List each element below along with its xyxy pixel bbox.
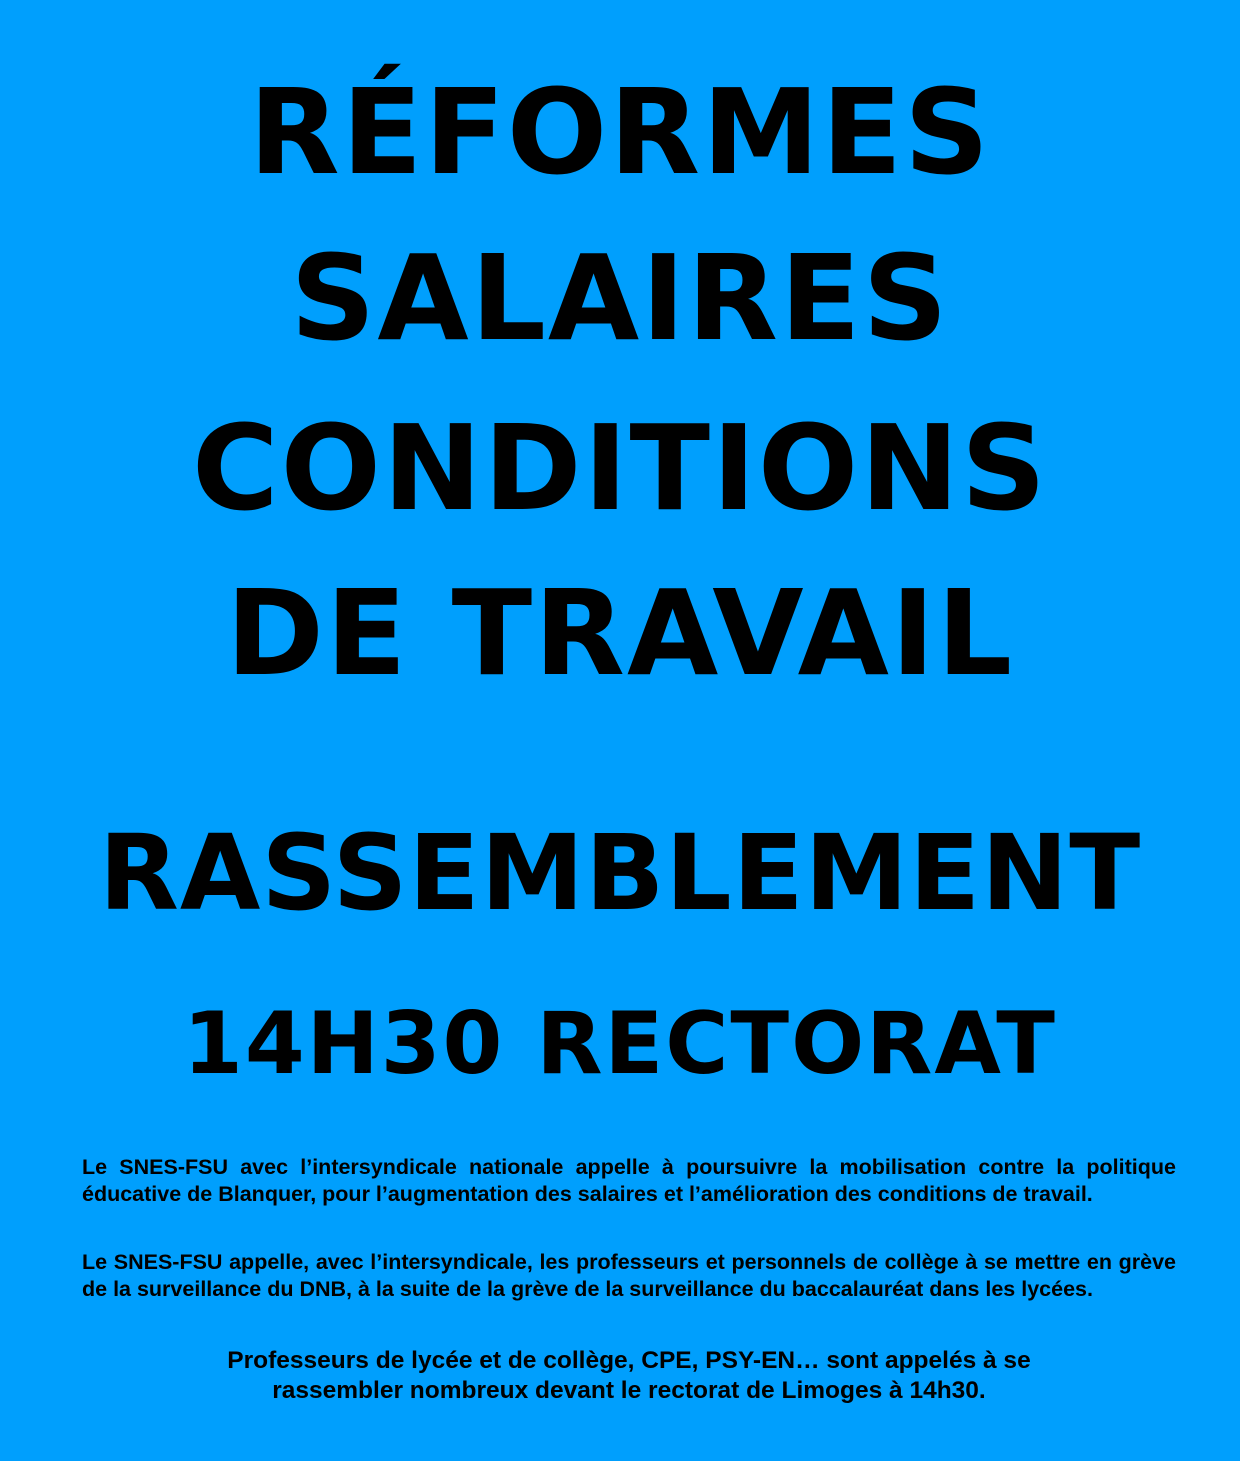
headline-reformes: RÉFORMES	[248, 63, 992, 201]
headline-salaires: SALAIRES	[290, 229, 950, 367]
call-to-action-line-2: rassembler nombreux devant le rectorat de Limoges à 14h30.	[272, 1377, 986, 1404]
headline-rassemblement: RASSEMBLEMENT	[98, 812, 1142, 934]
call-to-action-line-1: Professeurs de lycée et de collège, CPE, PSY-EN… sont appelés à se	[227, 1347, 1031, 1374]
headline-time-place: 14H30 RECTORAT	[183, 994, 1057, 1094]
headline-de-travail: DE TRAVAIL	[225, 564, 1015, 702]
paragraph-mobilisation: Le SNES-FSU avec l’intersyndicale nationale appelle à poursuivre la mobilisation contre la politique éducative de Blanquer, pour l’augmentation des salaires et l’amélioration des conditions de travail.	[82, 1155, 1176, 1206]
headline-conditions: CONDITIONS	[192, 399, 1048, 537]
paragraph-greve-dnb: Le SNES-FSU appelle, avec l’intersyndicale, les professeurs et personnels de collège à se mettre en grève de la surveillance du DNB, à la suite de la grève de la surveillance du baccalauréat dans les lycées.	[82, 1250, 1176, 1301]
call-to-action	[82, 1346, 1176, 1406]
